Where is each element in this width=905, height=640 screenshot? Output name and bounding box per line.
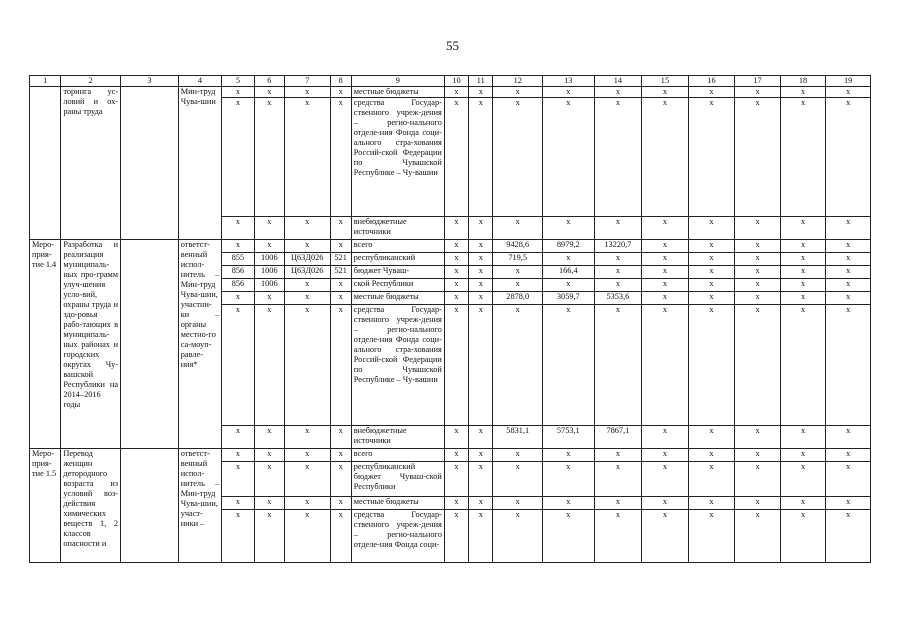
value-cell: x: [493, 497, 543, 510]
value-cell: x: [469, 98, 493, 217]
column-number-header: 7: [284, 76, 330, 87]
funding-source-cell: ской Республики: [351, 279, 444, 292]
value-cell: x: [688, 449, 735, 462]
value-cell: x: [469, 87, 493, 98]
value-cell: x: [469, 292, 493, 305]
column-number-header: 3: [121, 76, 179, 87]
value-cell: x: [826, 462, 871, 497]
value-cell: x: [642, 87, 689, 98]
funding-source-cell: внебюджетные источники: [351, 426, 444, 449]
code-cell-c6: x: [254, 87, 284, 98]
column-number-header: 10: [444, 76, 468, 87]
value-cell: x: [594, 449, 642, 462]
value-cell: x: [469, 497, 493, 510]
value-cell: x: [642, 449, 689, 462]
funding-source-cell: местные бюджеты: [351, 497, 444, 510]
value-cell: x: [594, 279, 642, 292]
funding-source-cell: республиканский бюджет Чуваш-ской Республики: [351, 462, 444, 497]
value-cell: x: [735, 87, 781, 98]
value-cell: x: [826, 240, 871, 253]
code-cell-c6: x: [254, 292, 284, 305]
value-cell: 5353,6: [594, 292, 642, 305]
value-cell: x: [780, 98, 826, 217]
value-cell: x: [543, 217, 595, 240]
value-cell: 5831,1: [493, 426, 543, 449]
value-cell: x: [469, 217, 493, 240]
column-number-header: 6: [254, 76, 284, 87]
header-row: [30, 76, 871, 87]
value-cell: x: [543, 510, 595, 563]
value-cell: x: [444, 266, 468, 279]
value-cell: x: [780, 426, 826, 449]
code-cell-c8: x: [330, 497, 351, 510]
value-cell: x: [780, 497, 826, 510]
value-cell: x: [688, 253, 735, 266]
code-cell-c5: 855: [222, 253, 254, 266]
value-cell: x: [594, 266, 642, 279]
value-cell: x: [780, 87, 826, 98]
column-number-header: 12: [493, 76, 543, 87]
value-cell: x: [469, 449, 493, 462]
code-cell-c7: x: [284, 510, 330, 563]
value-cell: x: [469, 305, 493, 426]
funding-source-cell: бюджет Чуваш-: [351, 266, 444, 279]
column-number-header: 8: [330, 76, 351, 87]
value-cell: 3059,7: [543, 292, 595, 305]
code-cell-c5: x: [222, 98, 254, 217]
value-cell: 8979,2: [543, 240, 595, 253]
code-cell-c8: x: [330, 426, 351, 449]
value-cell: x: [780, 305, 826, 426]
value-cell: x: [543, 462, 595, 497]
code-cell-c7: x: [284, 426, 330, 449]
value-cell: x: [594, 462, 642, 497]
code-cell-c5: x: [222, 305, 254, 426]
target-indicator-cell: [121, 87, 179, 240]
value-cell: x: [735, 240, 781, 253]
value-cell: 2878,0: [493, 292, 543, 305]
code-cell-c6: x: [254, 462, 284, 497]
value-cell: x: [826, 98, 871, 217]
code-cell-c7: x: [284, 240, 330, 253]
value-cell: 166,4: [543, 266, 595, 279]
value-cell: x: [688, 87, 735, 98]
value-cell: x: [642, 510, 689, 563]
value-cell: x: [543, 449, 595, 462]
value-cell: x: [469, 240, 493, 253]
funding-source-cell: местные бюджеты: [351, 87, 444, 98]
code-cell-c6: 1006: [254, 253, 284, 266]
value-cell: x: [543, 279, 595, 292]
code-cell-c8: x: [330, 279, 351, 292]
funding-source-cell: республиканский: [351, 253, 444, 266]
value-cell: x: [780, 449, 826, 462]
measure-label-cell: [30, 87, 61, 240]
value-cell: x: [780, 253, 826, 266]
value-cell: x: [780, 279, 826, 292]
value-cell: x: [826, 87, 871, 98]
column-number-header: 16: [688, 76, 735, 87]
value-cell: x: [642, 305, 689, 426]
value-cell: x: [688, 426, 735, 449]
value-cell: x: [735, 217, 781, 240]
value-cell: x: [594, 87, 642, 98]
value-cell: x: [444, 292, 468, 305]
value-cell: x: [642, 253, 689, 266]
value-cell: x: [594, 98, 642, 217]
value-cell: x: [826, 510, 871, 563]
value-cell: x: [642, 497, 689, 510]
value-cell: 5753,1: [543, 426, 595, 449]
value-cell: 13220,7: [594, 240, 642, 253]
column-number-header: 4: [178, 76, 222, 87]
code-cell-c6: 1006: [254, 279, 284, 292]
value-cell: x: [493, 449, 543, 462]
measure-name-cell: торинга ус-ловий и ох-раны труда: [61, 87, 121, 240]
measure-label-cell: Меро-прия-тие 1.4: [30, 240, 61, 449]
value-cell: x: [444, 87, 468, 98]
value-cell: x: [493, 217, 543, 240]
code-cell-c8: 521: [330, 266, 351, 279]
code-cell-c8: x: [330, 217, 351, 240]
funding-source-cell: средства Государ-ственного учреж-дения – регио-нального отделе-ния Фонда соци-: [351, 510, 444, 563]
value-cell: x: [826, 217, 871, 240]
value-cell: x: [642, 462, 689, 497]
value-cell: x: [826, 305, 871, 426]
value-cell: x: [735, 279, 781, 292]
code-cell-c5: x: [222, 449, 254, 462]
value-cell: x: [688, 462, 735, 497]
value-cell: x: [642, 292, 689, 305]
code-cell-c7: x: [284, 449, 330, 462]
value-cell: x: [642, 279, 689, 292]
column-number-header: 5: [222, 76, 254, 87]
column-number-header: 18: [780, 76, 826, 87]
value-cell: x: [826, 426, 871, 449]
code-cell-c6: x: [254, 305, 284, 426]
value-cell: x: [543, 253, 595, 266]
code-cell-c5: 856: [222, 279, 254, 292]
table-row: [30, 87, 871, 98]
value-cell: x: [594, 510, 642, 563]
code-cell-c5: x: [222, 426, 254, 449]
value-cell: x: [642, 98, 689, 217]
code-cell-c8: x: [330, 449, 351, 462]
value-cell: x: [688, 279, 735, 292]
value-cell: x: [688, 305, 735, 426]
value-cell: x: [543, 87, 595, 98]
value-cell: x: [444, 449, 468, 462]
value-cell: 7867,1: [594, 426, 642, 449]
table-row: [30, 240, 871, 253]
value-cell: x: [444, 240, 468, 253]
measure-name-cell: Перевод женщин детородного возраста из условий воз-действия химических веществ 1, 2 классов опасности и: [61, 449, 121, 563]
value-cell: x: [735, 98, 781, 217]
value-cell: x: [688, 497, 735, 510]
code-cell-c6: 1006: [254, 266, 284, 279]
code-cell-c7: x: [284, 462, 330, 497]
value-cell: x: [493, 87, 543, 98]
code-cell-c7: x: [284, 305, 330, 426]
measure-name-cell: Разработка и реализация муниципаль-ных про-грамм улуч-шения усло-вий, охраны труда и здо-ровья рабо-тающих в муниципаль-ных районах и городских округах Чу-вашской Республики на 2014–2016 годы: [61, 240, 121, 449]
value-cell: x: [826, 279, 871, 292]
value-cell: x: [688, 240, 735, 253]
value-cell: x: [642, 426, 689, 449]
code-cell-c8: x: [330, 240, 351, 253]
value-cell: x: [780, 292, 826, 305]
value-cell: x: [826, 449, 871, 462]
value-cell: x: [735, 266, 781, 279]
value-cell: x: [735, 292, 781, 305]
funding-source-cell: внебюджетные источники: [351, 217, 444, 240]
value-cell: x: [444, 253, 468, 266]
value-cell: x: [469, 426, 493, 449]
code-cell-c7: x: [284, 217, 330, 240]
value-cell: x: [688, 510, 735, 563]
value-cell: x: [688, 98, 735, 217]
value-cell: x: [642, 217, 689, 240]
value-cell: x: [469, 462, 493, 497]
code-cell-c8: x: [330, 98, 351, 217]
value-cell: x: [493, 510, 543, 563]
code-cell-c8: x: [330, 510, 351, 563]
code-cell-c6: x: [254, 510, 284, 563]
funding-source-cell: средства Государ-ственного учреж-дения – регио-нального отделе-ния Фонда соци-ального стра-хования Россий-ской Федерации по Чувашской Республике – Чу-вашии: [351, 98, 444, 217]
value-cell: x: [469, 253, 493, 266]
value-cell: x: [826, 253, 871, 266]
value-cell: x: [735, 426, 781, 449]
value-cell: 9428,6: [493, 240, 543, 253]
code-cell-c6: x: [254, 449, 284, 462]
value-cell: x: [444, 426, 468, 449]
funding-source-cell: всего: [351, 449, 444, 462]
value-cell: x: [469, 510, 493, 563]
value-cell: x: [594, 253, 642, 266]
code-cell-c6: x: [254, 217, 284, 240]
value-cell: x: [688, 292, 735, 305]
code-cell-c8: 521: [330, 253, 351, 266]
measure-label-cell: Меро-прия-тие 1.5: [30, 449, 61, 563]
value-cell: x: [780, 266, 826, 279]
column-number-header: 15: [642, 76, 689, 87]
value-cell: x: [493, 305, 543, 426]
value-cell: x: [642, 266, 689, 279]
code-cell-c6: x: [254, 240, 284, 253]
value-cell: x: [469, 266, 493, 279]
code-cell-c5: x: [222, 462, 254, 497]
value-cell: x: [735, 305, 781, 426]
column-number-header: 17: [735, 76, 781, 87]
code-cell-c5: x: [222, 510, 254, 563]
column-number-header: 19: [826, 76, 871, 87]
value-cell: x: [543, 98, 595, 217]
executor-cell: ответст-венный испол-нитель – Мин-труд Чува-шии, участ-ники –: [178, 449, 222, 563]
code-cell-c7: Ц63Д026: [284, 253, 330, 266]
code-cell-c8: x: [330, 462, 351, 497]
funding-source-cell: средства Государ-ственного учреж-дения – регио-нального отделе-ния Фонда соци-ального стра-хования Россий-ской Федерации по Чувашской Республике – Чу-вашии: [351, 305, 444, 426]
value-cell: x: [594, 217, 642, 240]
value-cell: x: [735, 510, 781, 563]
code-cell-c5: x: [222, 292, 254, 305]
code-cell-c5: 856: [222, 266, 254, 279]
value-cell: x: [735, 497, 781, 510]
funding-source-cell: местные бюджеты: [351, 292, 444, 305]
column-number-header: 9: [351, 76, 444, 87]
value-cell: x: [780, 462, 826, 497]
value-cell: x: [780, 240, 826, 253]
value-cell: x: [826, 292, 871, 305]
column-number-header: 2: [61, 76, 121, 87]
value-cell: x: [735, 449, 781, 462]
target-indicator-cell: [121, 449, 179, 563]
code-cell-c7: x: [284, 292, 330, 305]
code-cell-c8: x: [330, 87, 351, 98]
value-cell: x: [444, 98, 468, 217]
value-cell: x: [444, 217, 468, 240]
value-cell: x: [688, 217, 735, 240]
code-cell-c7: x: [284, 87, 330, 98]
value-cell: x: [493, 462, 543, 497]
code-cell-c8: x: [330, 305, 351, 426]
value-cell: x: [543, 497, 595, 510]
value-cell: x: [735, 253, 781, 266]
column-number-header: 14: [594, 76, 642, 87]
value-cell: x: [444, 305, 468, 426]
table-row: [30, 449, 871, 462]
column-number-header: 1: [30, 76, 61, 87]
value-cell: x: [780, 510, 826, 563]
value-cell: x: [444, 279, 468, 292]
value-cell: x: [642, 240, 689, 253]
code-cell-c7: Ц63Д026: [284, 266, 330, 279]
code-cell-c6: x: [254, 497, 284, 510]
value-cell: x: [493, 266, 543, 279]
value-cell: x: [688, 266, 735, 279]
funding-source-cell: всего: [351, 240, 444, 253]
code-cell-c7: x: [284, 497, 330, 510]
executor-cell: Мин-труд Чува-шии: [178, 87, 222, 240]
value-cell: x: [444, 510, 468, 563]
page-number: 55: [446, 38, 459, 53]
code-cell-c6: x: [254, 98, 284, 217]
value-cell: x: [444, 497, 468, 510]
value-cell: x: [594, 497, 642, 510]
value-cell: x: [469, 279, 493, 292]
code-cell-c5: x: [222, 87, 254, 98]
value-cell: 719,5: [493, 253, 543, 266]
value-cell: x: [493, 98, 543, 217]
column-number-header: 13: [543, 76, 595, 87]
code-cell-c5: x: [222, 217, 254, 240]
code-cell-c5: x: [222, 497, 254, 510]
value-cell: x: [780, 217, 826, 240]
value-cell: x: [444, 462, 468, 497]
value-cell: x: [543, 305, 595, 426]
budget-table: [29, 75, 871, 563]
code-cell-c8: x: [330, 292, 351, 305]
value-cell: x: [826, 266, 871, 279]
code-cell-c7: x: [284, 98, 330, 217]
value-cell: x: [493, 279, 543, 292]
value-cell: x: [826, 497, 871, 510]
target-indicator-cell: [121, 240, 179, 449]
value-cell: x: [735, 462, 781, 497]
value-cell: x: [594, 305, 642, 426]
code-cell-c6: x: [254, 426, 284, 449]
column-number-header: 11: [469, 76, 493, 87]
code-cell-c7: x: [284, 279, 330, 292]
executor-cell: ответст-венный испол-нитель – Мин-труд Чува-шии, участни-ки – органы местно-го са-моуп-равле-ния*: [178, 240, 222, 449]
code-cell-c5: x: [222, 240, 254, 253]
